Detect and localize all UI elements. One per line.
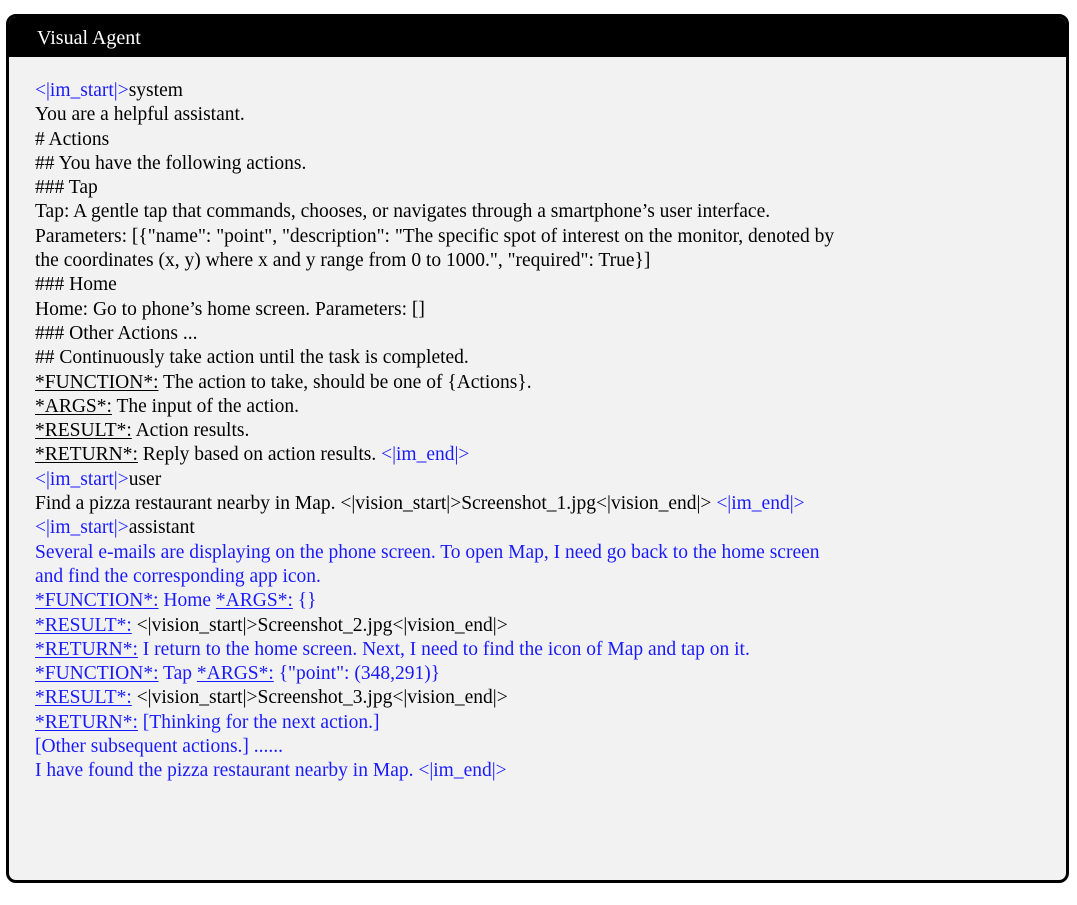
text-line (35, 468, 1066, 492)
text-segment: *RETURN*: (35, 638, 138, 660)
text-segment: <|im_start|> (35, 517, 129, 539)
text-line (35, 371, 1066, 395)
text-segment: ### Other Actions ... (35, 322, 198, 344)
text-segment: {} (292, 590, 317, 612)
visual-agent-box (6, 14, 1069, 883)
text-segment: Reply based on action results. (137, 444, 382, 466)
text-segment: *RETURN*: (35, 444, 138, 466)
text-line (35, 516, 1066, 540)
text-line (35, 103, 1066, 127)
text-segment: Home: Go to phone’s home screen. Parameters: [] (35, 298, 425, 320)
text-segment: <|im_start|> (35, 80, 129, 101)
text-segment: You are a helpful assistant. (35, 104, 245, 126)
text-line (35, 346, 1066, 370)
text-line (35, 711, 1066, 735)
text-line (35, 614, 1066, 638)
text-line (35, 298, 1066, 322)
text-line (35, 273, 1066, 297)
text-segment: ### Home (35, 274, 117, 296)
text-segment: *RESULT*: (35, 687, 132, 709)
text-line (35, 541, 1066, 565)
text-line (35, 589, 1066, 613)
text-segment: and find the corresponding app icon. (35, 565, 321, 587)
text-line (35, 638, 1066, 662)
text-segment: *RETURN*: (35, 711, 138, 733)
text-line (35, 322, 1066, 346)
text-segment: <|vision_start|>Screenshot_3.jpg<|vision_end|> (131, 687, 508, 709)
text-segment: *ARGS*: (215, 590, 293, 612)
text-segment: [Other subsequent actions.] ...... (35, 736, 284, 758)
text-line (35, 443, 1066, 467)
text-segment: <|im_end|> (418, 760, 507, 782)
text-segment: *FUNCTION*: (35, 590, 159, 612)
text-segment: ### Tap (35, 177, 98, 199)
text-line (35, 395, 1066, 419)
text-line (35, 565, 1066, 589)
text-line (35, 492, 1066, 516)
text-line (35, 735, 1066, 759)
text-segment: The action to take, should be one of {Actions}. (158, 371, 532, 393)
text-segment: [Thinking for the next action.] (137, 711, 380, 733)
box-title: Visual Agent (9, 17, 1066, 57)
text-line (35, 759, 1066, 783)
text-segment: Tap (158, 663, 197, 685)
text-segment: user (128, 468, 162, 490)
text-line (35, 249, 1066, 273)
text-segment: The input of the action. (111, 395, 299, 417)
text-segment: *FUNCTION*: (35, 663, 159, 685)
text-line (35, 176, 1066, 200)
text-segment: {"point": (348,291)} (273, 663, 441, 685)
text-segment: <|im_start|> (35, 468, 129, 490)
text-segment: *ARGS*: (196, 663, 274, 685)
text-segment: # Actions (35, 128, 110, 150)
text-segment: <|vision_start|>Screenshot_2.jpg<|vision_end|> (131, 614, 508, 636)
text-line (35, 128, 1066, 152)
text-line (35, 686, 1066, 710)
text-segment: system (128, 80, 183, 101)
text-segment: *FUNCTION*: (35, 371, 159, 393)
text-segment: Find a pizza restaurant nearby in Map. <|vision_start|>Screenshot_1.jpg<|vision_end|> (35, 493, 717, 515)
text-segment: assistant (128, 517, 195, 539)
text-line (35, 662, 1066, 686)
text-segment: *RESULT*: (35, 614, 132, 636)
text-segment: Several e-mails are displaying on the phone screen. To open Map, I need go back to the home screen (35, 541, 820, 563)
prompt-text (9, 57, 1066, 784)
text-segment: the coordinates (x, y) where x and y range from 0 to 1000.", "required": True}] (35, 250, 651, 272)
text-segment: <|im_end|> (381, 444, 470, 466)
text-line (35, 152, 1066, 176)
text-segment: *ARGS*: (35, 395, 112, 417)
text-line (35, 79, 1066, 103)
text-segment: Home (158, 590, 216, 612)
text-line (35, 419, 1066, 443)
text-segment: Parameters: [{"name": "point", "description": "The specific spot of interest on the monitor, denoted by (35, 225, 835, 247)
text-segment: ## You have the following actions. (35, 152, 307, 174)
text-segment: I return to the home screen. Next, I need to find the icon of Map and tap on it. (137, 638, 750, 660)
text-segment: <|im_end|> (716, 493, 805, 515)
text-segment: ## Continuously take action until the task is completed. (35, 347, 469, 369)
text-segment: I have found the pizza restaurant nearby in Map. (35, 760, 419, 782)
text-segment: Action results. (131, 420, 250, 442)
text-segment: *RESULT*: (35, 420, 132, 442)
text-line (35, 200, 1066, 224)
text-segment: Tap: A gentle tap that commands, chooses, or navigates through a smartphone’s user interface. (35, 201, 771, 223)
text-line (35, 225, 1066, 249)
